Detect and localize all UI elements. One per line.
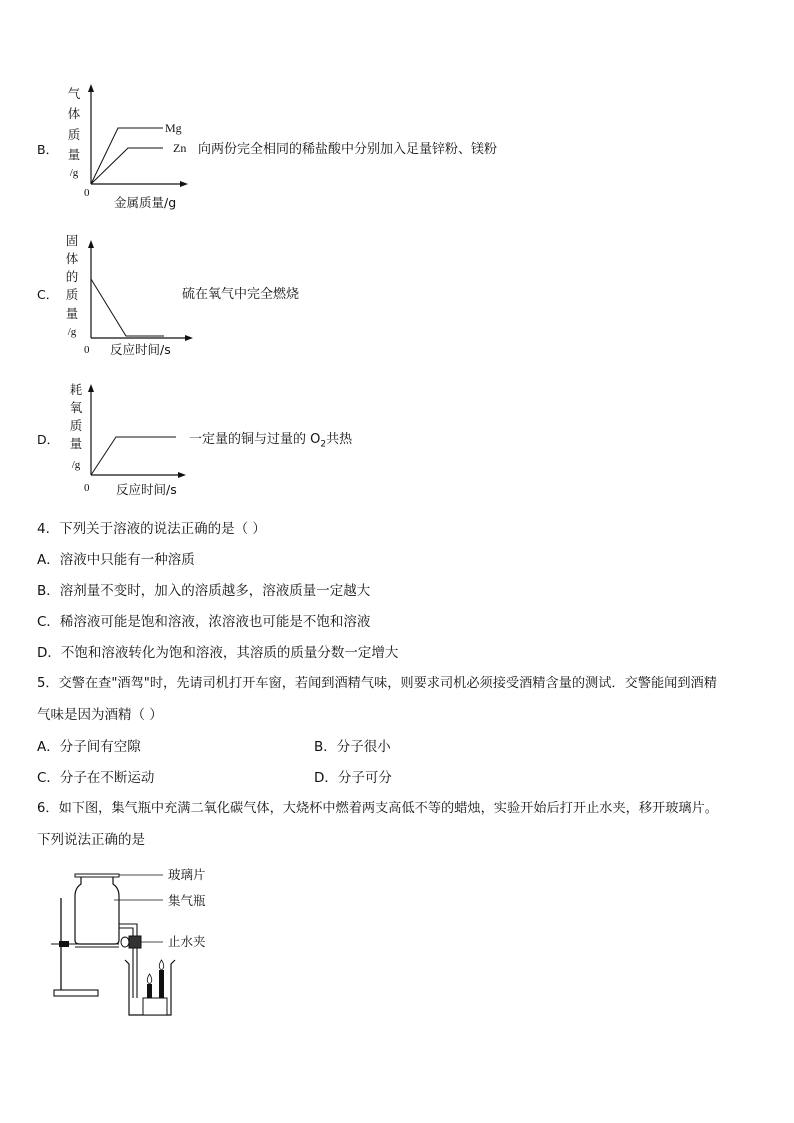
svg-text:气: 气 — [67, 86, 81, 101]
graph-c-x-arrow — [185, 335, 193, 341]
graph-b — [60, 78, 200, 213]
svg-text:质: 质 — [69, 418, 83, 433]
q6-stem-line1: 6．如下图，集气瓶中充满二氧化碳气体，大烧杯中燃着两支高低不等的蜡烛，实验开始后打开止水夹，移开玻璃片。 — [37, 801, 718, 816]
svg-text:/g: /g — [67, 326, 77, 338]
graph-d-line — [91, 437, 176, 475]
graph-d-y-arrow — [88, 384, 94, 392]
graph-b-origin: 0 — [84, 187, 90, 199]
svg-text:的: 的 — [65, 269, 79, 284]
graph-b-mg-line — [91, 128, 163, 184]
graph-b-y-arrow — [88, 84, 94, 92]
graph-c-y-label — [66, 233, 79, 338]
svg-text:量: 量 — [69, 436, 83, 451]
q4-option-b: B．溶剂量不变时，加入的溶质越多，溶液质量一定越大 — [37, 583, 371, 599]
label-clamp: 止水夹 — [168, 934, 206, 949]
svg-text:体: 体 — [65, 251, 79, 266]
short-candle-flame — [147, 974, 152, 984]
svg-text:量: 量 — [65, 306, 79, 321]
gas-jar — [75, 877, 119, 944]
pinch-clamp — [129, 936, 141, 948]
svg-text:量: 量 — [67, 147, 81, 162]
graph-c-line — [91, 279, 164, 336]
option-d-caption: 一定量的铜与过量的 $O_2$共热 — [189, 432, 353, 450]
option-d-letter: D． — [37, 432, 60, 447]
q4-option-a: A．溶液中只能有一种溶质 — [37, 552, 195, 568]
stand-boss — [59, 941, 69, 947]
graph-b-x-arrow — [180, 181, 188, 187]
tall-candle-flame — [159, 960, 164, 970]
svg-text:/g: /g — [69, 167, 79, 179]
q5-option-b: B．分子很小 — [314, 739, 391, 755]
candle-step — [143, 998, 167, 1015]
graph-d-x-label: 反应时间/s — [116, 482, 177, 497]
glass-plate — [75, 874, 119, 877]
graph-c-origin: 0 — [84, 344, 90, 356]
apparatus-diagram — [45, 860, 225, 1025]
option-b-letter: B． — [37, 142, 59, 157]
q4-option-d: D．不饱和溶液转化为饱和溶液，其溶质的质量分数一定增大 — [37, 645, 399, 661]
svg-text:质: 质 — [65, 287, 79, 302]
option-c-caption: 硫在氧气中完全燃烧 — [182, 287, 300, 302]
svg-text:耗: 耗 — [69, 382, 83, 397]
tall-candle — [159, 970, 164, 998]
graph-d-y-label — [70, 382, 83, 471]
q5-stem-line1: 5．交警在查"酒驾"时，先请司机打开车窗，若闻到酒精气味，则要求司机必须接受酒精含量的测试．交警能闻到酒精 — [37, 676, 717, 691]
svg-text:质: 质 — [67, 127, 81, 142]
label-glass-plate: 玻璃片 — [168, 867, 206, 882]
q4-stem: 4．下列关于溶液的说法正确的是（ ） — [37, 521, 266, 537]
q6-stem-line2: 下列说法正确的是 — [37, 832, 145, 848]
graph-d-x-arrow — [178, 472, 186, 478]
q4-option-c: C．稀溶液可能是饱和溶液，浓溶液也可能是不饱和溶液 — [37, 614, 371, 630]
graph-d — [58, 378, 198, 503]
graph-c — [58, 232, 198, 362]
outlet-tube — [119, 924, 137, 998]
short-candle — [147, 984, 152, 998]
graph-b-x-label: 金属质量/g — [114, 195, 177, 210]
svg-text:体: 体 — [67, 106, 81, 121]
option-b-caption: 向两份完全相同的稀盐酸中分别加入足量锌粉、镁粉 — [198, 142, 498, 157]
svg-text:氧: 氧 — [69, 400, 83, 415]
q5-option-c: C．分子在不断运动 — [37, 770, 155, 786]
graph-d-origin: 0 — [84, 482, 90, 494]
graph-b-mg-label: Mg — [165, 121, 182, 135]
svg-text:/g: /g — [71, 459, 81, 471]
graph-b-zn-line — [91, 148, 163, 184]
graph-c-x-label: 反应时间/s — [110, 342, 171, 357]
option-c-letter: C． — [37, 287, 59, 302]
q5-option-d: D．分子可分 — [314, 770, 392, 786]
graph-b-zn-label: Zn — [173, 141, 187, 155]
label-gas-jar: 集气瓶 — [168, 893, 206, 908]
graph-c-y-arrow — [88, 240, 94, 248]
q5-stem-line2: 气味是因为酒精（ ） — [37, 707, 163, 723]
q5-option-a: A．分子间有空隙 — [37, 739, 141, 755]
svg-text:固: 固 — [65, 233, 79, 248]
graph-b-y-label — [68, 86, 81, 179]
stand-base — [54, 990, 98, 996]
